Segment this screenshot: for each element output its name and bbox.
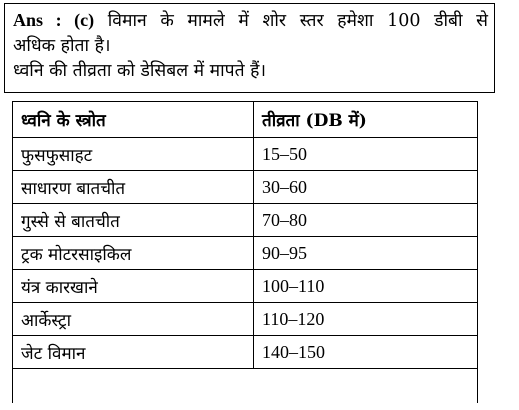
source-cell: आर्केस्ट्रा [13,303,254,336]
table-row [13,171,478,204]
header-source: ध्वनि के स्त्रोत [13,102,254,138]
intensity-cell: 15–50 [254,138,478,171]
intensity-cell: 110–120 [254,303,478,336]
table-row [13,204,478,237]
source-cell: गुस्से से बातचीत [13,204,254,237]
answer-box [4,3,495,93]
answer-text-1: विमान के मामले में शोर स्तर हमेशा 100 डीबी से [107,11,488,31]
source-cell: जेट विमान [13,336,254,369]
intensity-cell: 30–60 [254,171,478,204]
source-cell: ट्रक मोटरसाइकिल [13,237,254,270]
answer-line-1 [13,8,488,34]
answer-label: Ans : (c) [13,10,95,30]
intensity-cell: 70–80 [254,204,478,237]
intensity-cell: 140–150 [254,336,478,369]
sound-intensity-table [12,101,478,403]
table-row [13,336,478,369]
table-row [13,303,478,336]
table-row [13,270,478,303]
answer-line-2: अधिक होता है। [13,36,111,56]
table-row [13,237,478,270]
source-cell: साधारण बातचीत [13,171,254,204]
table-header-row [13,102,478,138]
intensity-cell: 100–110 [254,270,478,303]
table-bottom-empty-cell [13,369,478,403]
answer-line-3: ध्वनि की तीव्रता को डेसिबल में मापते हैं। [13,61,267,81]
table-row [13,138,478,171]
table-bottom-padding [13,369,478,403]
source-cell: फुसफुसाहट [13,138,254,171]
header-intensity: तीव्रता (DB में) [254,102,478,138]
source-cell: यंत्र कारखाने [13,270,254,303]
intensity-cell: 90–95 [254,237,478,270]
